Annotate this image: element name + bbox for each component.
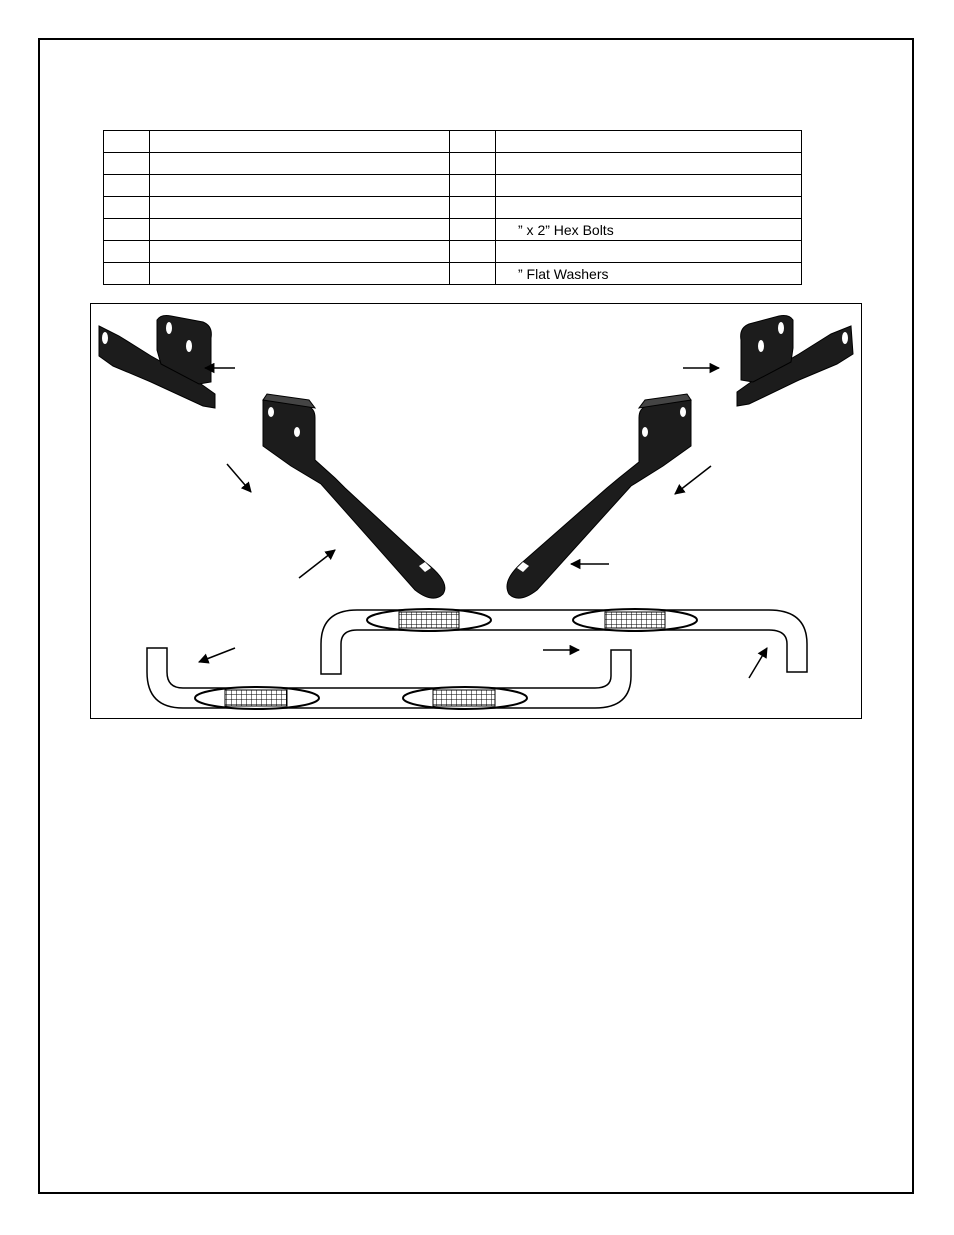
description-cell [150,197,450,219]
description-cell: ” Flat Washers [496,263,802,285]
description-cell [496,131,802,153]
front-right-bracket [737,316,853,407]
table-row [104,241,802,263]
description-cell [496,197,802,219]
description-cell [150,219,450,241]
callout-arrow [199,648,235,662]
qty-cell [104,153,150,175]
callout-arrow [227,464,251,492]
callout-arrow [749,648,767,678]
qty-cell [450,197,496,219]
table-row [104,197,802,219]
qty-cell [104,131,150,153]
step-pad [367,609,491,631]
qty-cell [104,175,150,197]
description-cell: ” x 2” Hex Bolts [496,219,802,241]
qty-cell [450,263,496,285]
description-cell [150,263,450,285]
qty-cell [450,219,496,241]
callout-arrow [675,466,711,494]
qty-cell [450,131,496,153]
step-pad [403,687,527,709]
right-step-bar [321,609,807,674]
description-cell [150,153,450,175]
rear-left-bracket [263,394,445,598]
description-cell [496,153,802,175]
table-row [104,219,802,241]
qty-cell [450,241,496,263]
callout-arrow [299,550,335,578]
description-cell [150,241,450,263]
qty-cell [450,153,496,175]
step-pad [195,687,319,709]
parts-diagram [90,303,862,719]
table-row [104,175,802,197]
description-cell [150,175,450,197]
left-step-bar [147,648,631,709]
step-pad [573,609,697,631]
rear-right-bracket [507,394,691,598]
qty-cell [104,241,150,263]
parts-list-table [103,130,802,285]
table-row [104,131,802,153]
parts-diagram-svg [91,304,861,718]
table-row [104,263,802,285]
qty-cell [104,197,150,219]
qty-cell [104,263,150,285]
description-cell [496,175,802,197]
description-cell [496,241,802,263]
qty-cell [450,175,496,197]
description-cell [150,131,450,153]
qty-cell [104,219,150,241]
table-row [104,153,802,175]
front-left-bracket [99,316,215,409]
